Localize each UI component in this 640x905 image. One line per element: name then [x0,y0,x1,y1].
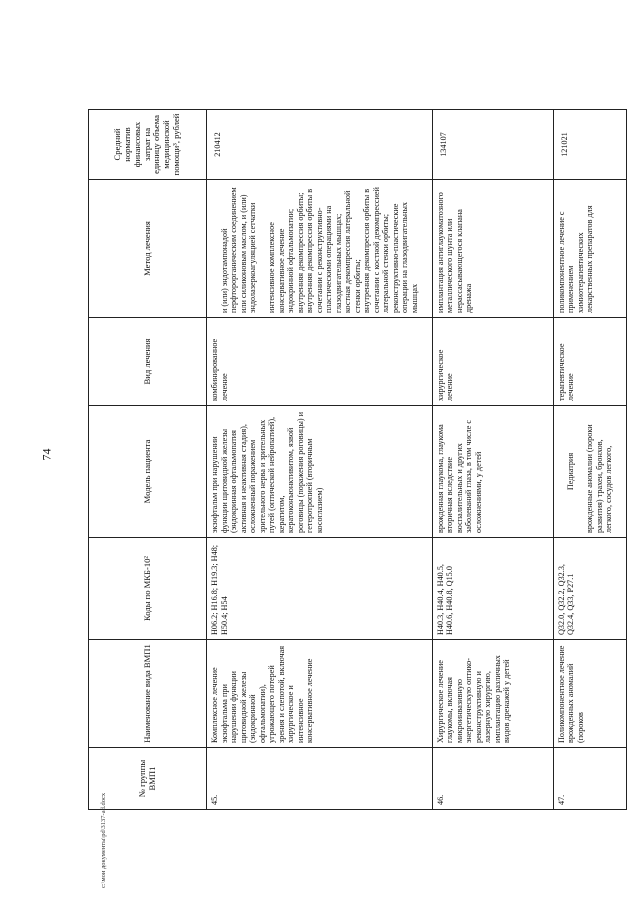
cell-norm: 210412 [207,110,433,180]
cell-vmp-name: Комплексное лечение экзофтальма при нарушении функции щитовидной железы (эндокринной офтальмопатии), угрожающего потерей зрения и слепотой, включая хирургическое и интенсивное консервативное лечение [207,640,433,748]
cell-vmp-name: Хирургическое лечение глаукомы, включая микроинвазивную энергетическую оптико-реконструктивную и лазерную хирургию, имплантацию различных видов дренажей у детей [432,640,553,748]
cell-treatment-method: имплантация антиглаукоматозного металлического шунта или нерассасывающегося клапана дренажа [432,180,553,318]
cell-mkb-codes: H40.3, H40.4, H40.5, H40.6, H40.8, Q15.0 [432,538,553,640]
footer-file-path: c:\мои документы\pd\3137-ad.docx [100,792,107,888]
page-number: 74 [39,448,54,461]
method-text: интенсивное комплексное консервативное лечение эндокринной офтальмопатии; внутренняя декомпрессия орбиты; внутренняя декомпрессия орбиты в сочетании с реконструктивно-пластическими операциями на глазодвигательных мышцах; костная декомпрессия латеральной стенки орбиты; внутренняя декомпрессия орбиты в сочетании с костной декомпрессией латеральной стенки орбиты; реконструктивно-пластические операции на глазодвигательных мышцах [267,187,419,313]
table-row [207,110,433,810]
cell-patient-model: экзофтальм при нарушении функции щитовидной железы (эндокринная офтальмопатия активная и неактивная стадия), осложненный поражением зрительного нерва и зрительных путей (оптической нейропатией), кератитом, кератоконъюнктивитом, язвой роговицы (поражения роговицы) и гетеротропией (вторичным косоглазием) [207,406,433,538]
header-patient-model: Модель пациента [89,406,207,538]
header-mkb-codes: Коды по МКБ-10² [89,538,207,640]
section-title-pediatrics: Педиатрия [566,452,576,491]
cell-treatment-type: хирургическое лечение [432,318,553,406]
cell-patient-model [553,406,627,538]
cell-norm: 121021 [553,110,627,180]
table-row [553,110,627,810]
method-prefix-text: и (или) эндотампонадой перфторорганическим соединением или силиконовым маслом, и (или) эндолазеркоагуляцией сетчатки [219,187,258,313]
cell-group-no: 47. [553,748,627,810]
cell-vmp-name: Поликомпонентное лечение врожденных аномалий (пороков [553,640,627,748]
header-treatment-type: Вид лечения [89,318,207,406]
cell-treatment-method [207,180,433,318]
cell-treatment-method: поликомпонентное лечение с применением химиотерапевтических лекарственных препаратов для [553,180,627,318]
cell-treatment-type: комбинированное лечение [207,318,433,406]
header-vmp-name: Наименование вида ВМП1 [89,640,207,748]
header-group-no: № группы ВМП1 [89,748,207,810]
cell-treatment-type: терапевтическое лечение [553,318,627,406]
cell-norm: 134107 [432,110,553,180]
cell-mkb-codes: Q32.0, Q32.2, Q32.3, Q32.4, Q33, P27.1 [553,538,627,640]
header-treatment-method: Метод лечения [89,180,207,318]
header-norm: Средний норматив финансовых затрат на единицу объема медицинской помощи³, рублей [89,110,207,180]
cell-mkb-codes: H06.2; H16.8; H19.3; H48; H50.4; H54 [207,538,433,640]
cell-patient-model: врожденная глаукома, глаукома вторичная вследствие воспалительных и других заболеваний глаза, в том числе с осложнениями, у детей [432,406,553,538]
rotated-table-container [88,110,618,810]
cell-group-no: 45. [207,748,433,810]
table-row [432,110,553,810]
table-header-row [89,110,207,810]
cell-group-no: 46. [432,748,553,810]
patient-model-text: врожденные аномалии (пороки развития) трахеи, бронхов, легкого, сосудов легкого, [585,424,614,533]
vmp-table [88,109,627,810]
